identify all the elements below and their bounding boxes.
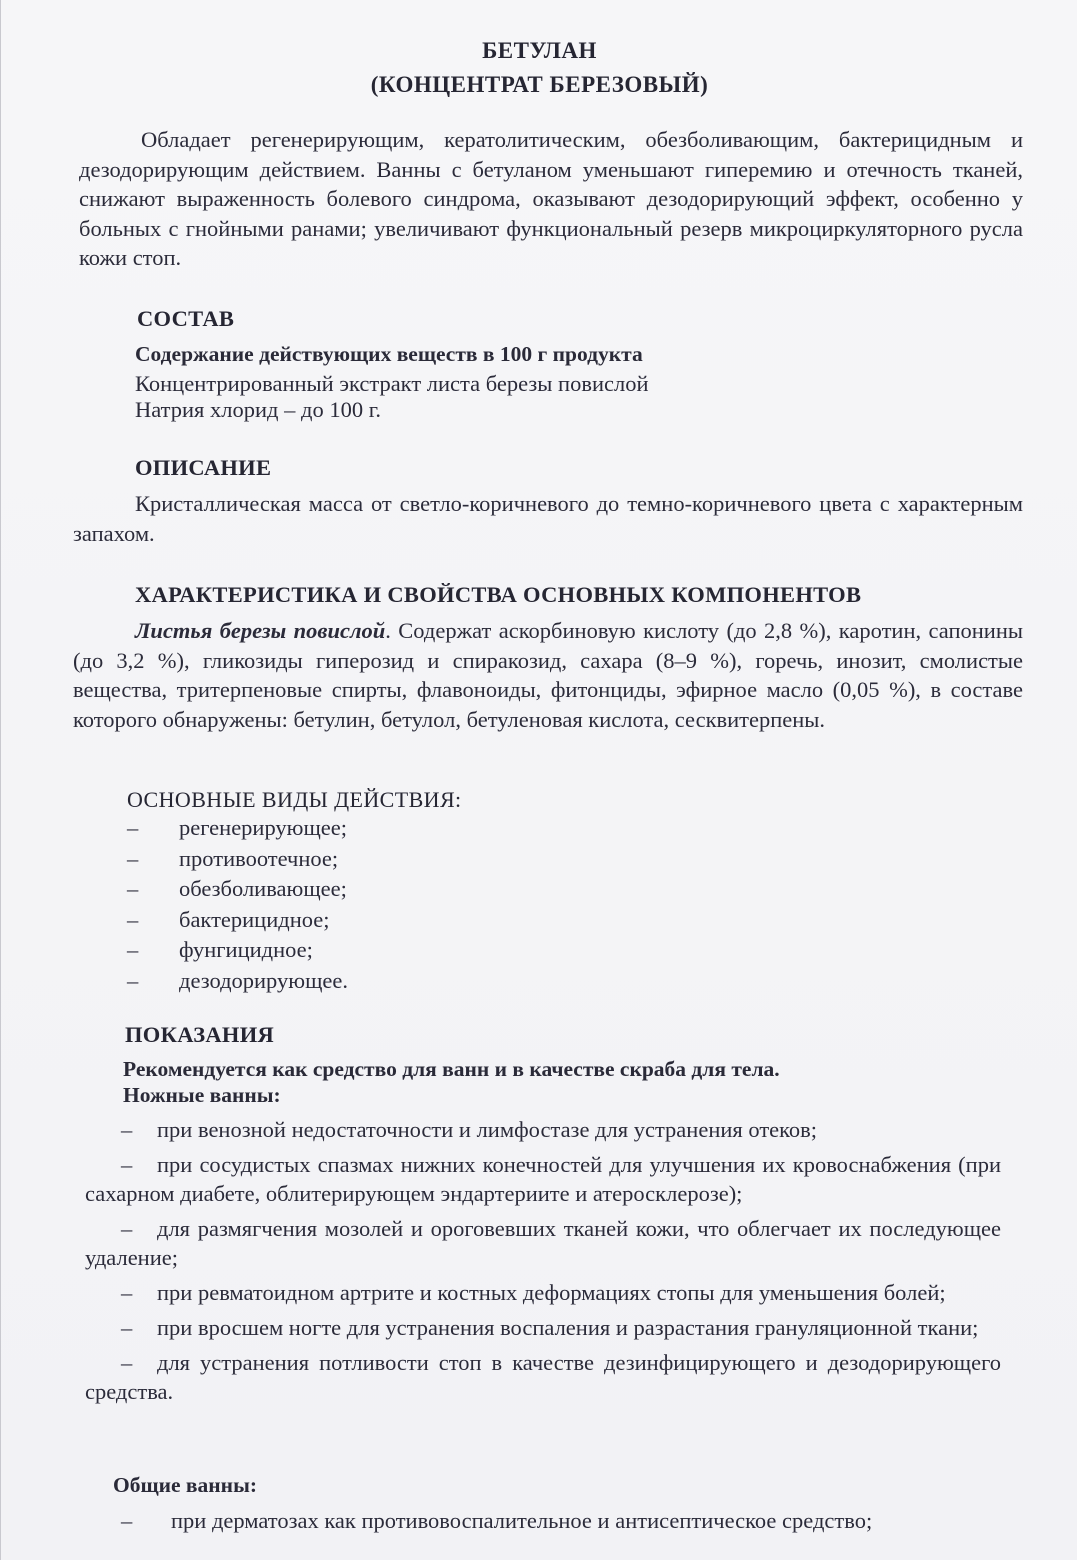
composition-line: Концентрированный экстракт листа березы повислой <box>135 371 649 396</box>
composition-subheading: Содержание действующих веществ в 100 г продукта <box>135 342 643 366</box>
list-item: – обезболивающее; <box>127 876 347 901</box>
indications-recommendation: Рекомендуется как средство для ванн и в качестве скраба для тела. <box>123 1057 780 1081</box>
list-item: – для устранения потливости стоп в качестве дезинфицирующего и дезодорирующего средства. <box>85 1350 1001 1404</box>
dash-bullet: – <box>121 1280 133 1305</box>
composition-line: Натрия хлорид – до 100 г. <box>135 397 382 422</box>
list-item: – для размягчения мозолей и ороговевших тканей кожи, что облегчает их последующее удаление; <box>85 1216 1001 1270</box>
list-item: – регенерирующее; <box>127 815 348 840</box>
foot-baths-list <box>85 1115 1001 1412</box>
section-heading-description: ОПИСАНИЕ <box>135 455 272 480</box>
characteristics-lead: Листья березы повислой <box>135 618 386 643</box>
dash-bullet: – <box>121 1216 133 1241</box>
section-heading-indications: ПОКАЗАНИЯ <box>125 1022 275 1047</box>
dash-bullet: – <box>121 1315 133 1340</box>
document-title: БЕТУЛАН <box>482 38 597 63</box>
dash-bullet: – <box>121 1350 133 1375</box>
dash-bullet: – <box>127 876 139 901</box>
list-item: – фунгицидное; <box>127 937 313 962</box>
list-item: – при дерматозах как противовоспалительное и антисептическое средство; <box>121 1508 873 1533</box>
dash-bullet: – <box>127 967 139 993</box>
list-item: – при венозной недостаточности и лимфостазе для устранения отеков; <box>85 1115 1001 1144</box>
intro-text: Обладает регенерирующим, кератолитическим, обезболивающим, бактерицидным и дезодорирующим действием. Ванны с бетуланом уменьшают гиперемию и отечность тканей, снижают выраженность болевого синдрома, оказывают дезодорирующий эффект, особенно у больных с гнойными ранами; увеличивают функциональный резерв микроциркуляторного русла кожи стоп. <box>79 127 1023 270</box>
description-paragraph <box>73 489 1023 548</box>
characteristics-paragraph <box>73 616 1023 734</box>
description-text: Кристаллическая масса от светло-коричневого до темно-коричневого цвета с характерным запахом. <box>73 491 1023 546</box>
dash-bullet: – <box>127 845 139 871</box>
dash-bullet: – <box>121 1152 133 1177</box>
dash-bullet: – <box>127 937 139 962</box>
general-baths-heading: Общие ванны: <box>113 1473 258 1497</box>
dash-bullet: – <box>127 906 139 932</box>
actions-list <box>127 815 348 998</box>
intro-paragraph <box>79 125 1023 273</box>
list-item: – бактерицидное; <box>127 906 330 932</box>
section-heading-characteristics: ХАРАКТЕРИСТИКА И СВОЙСТВА ОСНОВНЫХ КОМПОНЕНТОВ <box>135 582 862 607</box>
dash-bullet: – <box>121 1117 133 1142</box>
section-heading-actions: ОСНОВНЫЕ ВИДЫ ДЕЙСТВИЯ: <box>127 787 462 812</box>
document-subtitle: (КОНЦЕНТРАТ БЕРЕЗОВЫЙ) <box>370 72 709 97</box>
list-item: – при сосудистых спазмах нижних конечностей для улучшения их кровоснабжения (при сахарном диабете, облитерирующем эндартериите и атеросклерозе); <box>85 1152 1001 1206</box>
dash-bullet: – <box>127 815 139 840</box>
list-item: – противоотечное; <box>127 845 339 871</box>
foot-baths-heading: Ножные ванны: <box>123 1083 281 1107</box>
list-item: – при ревматоидном артрите и костных деформациях стопы для уменьшения болей; <box>85 1278 1001 1307</box>
list-item: – дезодорирующее. <box>127 967 348 993</box>
list-item: – при вросшем ногте для устранения воспаления и разрастания грануляционной ткани; <box>85 1313 1001 1342</box>
characteristics-text: . Содержат аскорбиновую кислоту (до 2,8 %), каротин, сапонины (до 3,2 %), гликозиды гиперозид и спиракозид, сахара (8–9 %), горечь, инозит, смолистые вещества, тритерпеновые спирты, флавоноиды, фитонциды, эфирное масло (0,05 %), в составе которого обнаружены: бетулин, бетулол, бетуленовая кислота, сесквитерпены. <box>73 618 1024 732</box>
section-heading-composition: СОСТАВ <box>137 306 235 331</box>
dash-bullet: – <box>121 1508 133 1533</box>
